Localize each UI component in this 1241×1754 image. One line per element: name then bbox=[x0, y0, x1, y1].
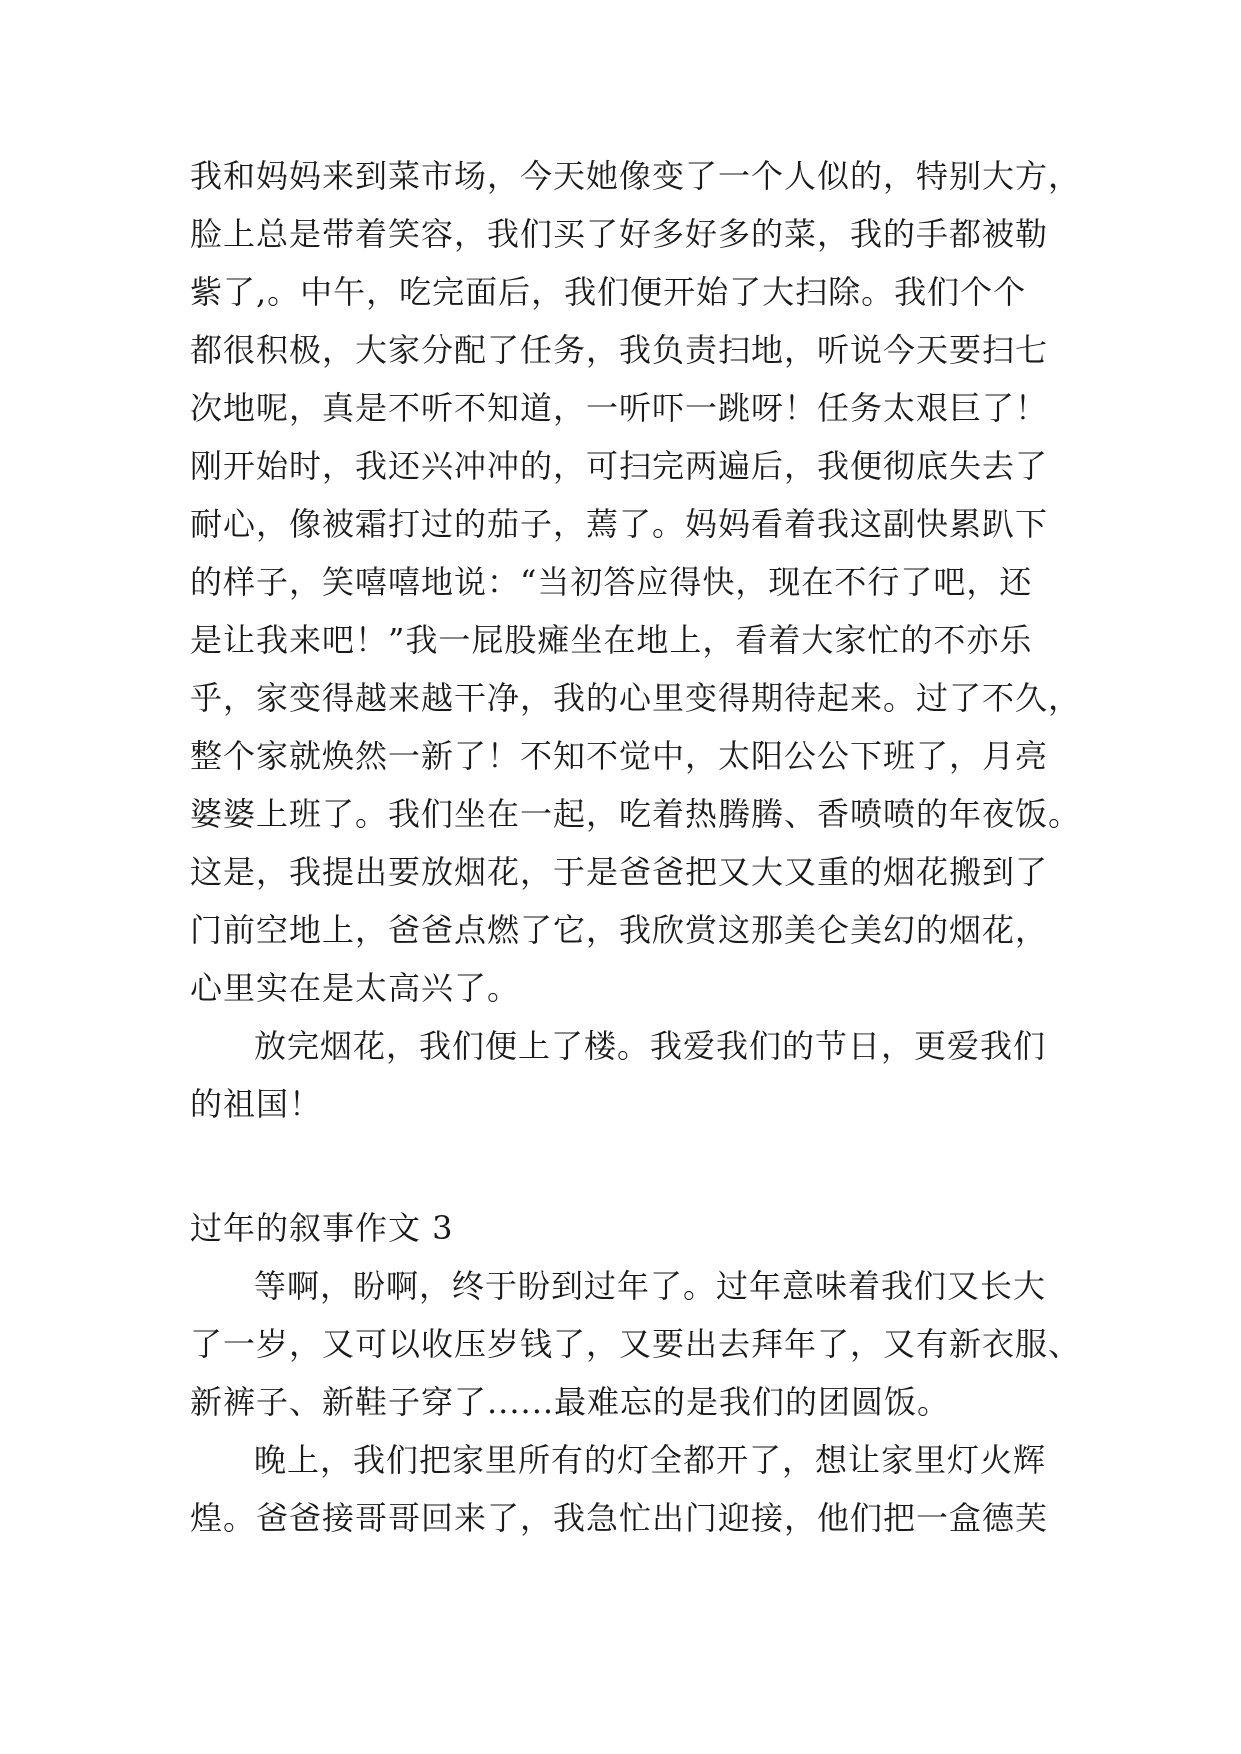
paragraph-line: 门前空地上，爸爸点燃了它，我欣赏这那美仑美幻的烟花， bbox=[190, 911, 1049, 949]
paragraph-line: 乎，家变得越来越干净，我的心里变得期待起来。过了不久， bbox=[190, 679, 1082, 717]
paragraph-line: 都很积极，大家分配了任务，我负责扫地，听说今天要扫七 bbox=[190, 331, 1049, 369]
paragraph-line: 心里实在是太高兴了。 bbox=[190, 969, 521, 1007]
paragraph-line: 这是，我提出要放烟花，于是爸爸把又大又重的烟花搬到了 bbox=[190, 853, 1049, 891]
paragraph-line: 婆婆上班了。我们坐在一起，吃着热腾腾、香喷喷的年夜饭。 bbox=[190, 795, 1082, 833]
paragraph-line: 放完烟花，我们便上了楼。我爱我们的节日，更爱我们 bbox=[254, 1027, 1047, 1065]
paragraph-line: 次地呢，真是不听不知道，一听吓一跳呀！任务太艰巨了！ bbox=[190, 389, 1049, 427]
paragraph-line: 是让我来吧！”我一屁股瘫坐在地上，看着大家忙的不亦乐 bbox=[190, 621, 1033, 659]
paragraph-line: 的祖国！ bbox=[190, 1085, 323, 1123]
paragraph-line: 煌。爸爸接哥哥回来了，我急忙出门迎接，他们把一盒德芙 bbox=[190, 1499, 1049, 1537]
paragraph-line: 整个家就焕然一新了！不知不觉中，太阳公公下班了，月亮 bbox=[190, 737, 1049, 775]
paragraph-line: 紫了,。中午，吃完面后，我们便开始了大扫除。我们个个 bbox=[190, 273, 1027, 311]
paragraph-line: 脸上总是带着笑容，我们买了好多好多的菜，我的手都被勒 bbox=[190, 215, 1049, 253]
paragraph-line: 晚上，我们把家里所有的灯全都开了，想让家里灯火辉 bbox=[254, 1441, 1047, 1479]
paragraph-line: 了一岁，又可以收压岁钱了，又要出去拜年了，又有新衣服、 bbox=[190, 1325, 1082, 1363]
paragraph-line: 新裤子、新鞋子穿了......最难忘的是我们的团圆饭。 bbox=[190, 1383, 951, 1421]
paragraph-line: 的样子，笑嘻嘻地说：“当初答应得快，现在不行了吧，还 bbox=[190, 563, 1033, 601]
paragraph-line: 等啊，盼啊，终于盼到过年了。过年意味着我们又长大 bbox=[254, 1267, 1047, 1305]
paragraph-line: 刚开始时，我还兴冲冲的，可扫完两遍后，我便彻底失去了 bbox=[190, 447, 1049, 485]
paragraph-line: 我和妈妈来到菜市场，今天她像变了一个人似的，特别大方， bbox=[190, 157, 1082, 195]
paragraph-line: 耐心，像被霜打过的茄子，蔫了。妈妈看着我这副快累趴下 bbox=[190, 505, 1049, 543]
section-title: 过年的叙事作文 3 bbox=[190, 1209, 454, 1247]
